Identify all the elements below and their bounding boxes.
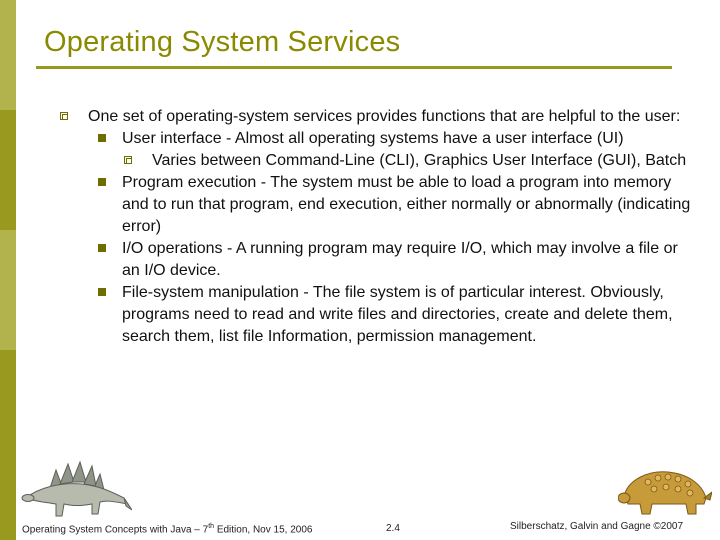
- sub-bullet-text: I/O operations - A running program may require I/O, which may involve a file or an I/O device.: [122, 240, 678, 279]
- sub-bullet-item: [60, 172, 700, 238]
- hollow-square-bullet-icon: [124, 156, 132, 164]
- bullet-text: One set of operating-system services provides functions that are helpful to the user:: [88, 108, 681, 125]
- solid-square-bullet-icon: [98, 134, 106, 142]
- accent-bar-segment: [0, 230, 16, 350]
- sub-sub-bullet-item: [60, 150, 700, 172]
- footer-book-title: [22, 523, 312, 535]
- slide-content: [60, 106, 700, 348]
- sub-bullet-text: Program execution - The system must be able to load a program into memory and to run that program, end execution, either normally or abnormally (indicating error): [122, 174, 691, 235]
- footer-book-prefix: Operating System Concepts with Java – 7: [22, 524, 209, 536]
- stegosaurus-image: [20, 458, 132, 524]
- sub-bullet-text: User interface - Almost all operating systems have a user interface (UI): [122, 130, 624, 147]
- accent-bar-segment: [0, 0, 16, 110]
- solid-square-bullet-icon: [98, 178, 106, 186]
- solid-square-bullet-icon: [98, 244, 106, 252]
- bullet-item: [60, 106, 700, 128]
- sub-bullet-item: [60, 282, 700, 348]
- title-underline: [36, 66, 672, 69]
- sub-bullet-text: File-system manipulation - The file system is of particular interest. Obviously, programs need to read and write files and directories, create and delete them, search them, list file Information, permission management.: [122, 284, 673, 345]
- footer-superscript: th: [208, 523, 215, 530]
- slide-title: Operating System Services: [44, 26, 401, 58]
- hollow-square-bullet-icon: [60, 112, 68, 120]
- solid-square-bullet-icon: [98, 288, 106, 296]
- footer-copyright: Silberschatz, Galvin and Gagne ©2007: [510, 521, 684, 532]
- sub-sub-bullet-text: Varies between Command-Line (CLI), Graphics User Interface (GUI), Batch: [152, 152, 687, 169]
- footer-book-suffix: Edition, Nov 15, 2006: [214, 524, 313, 536]
- sub-bullet-item: [60, 238, 700, 282]
- sub-bullet-item: [60, 128, 700, 150]
- left-accent-bar: [0, 0, 16, 540]
- ankylosaurus-image: [618, 458, 712, 522]
- page-number: 2.4: [386, 523, 400, 534]
